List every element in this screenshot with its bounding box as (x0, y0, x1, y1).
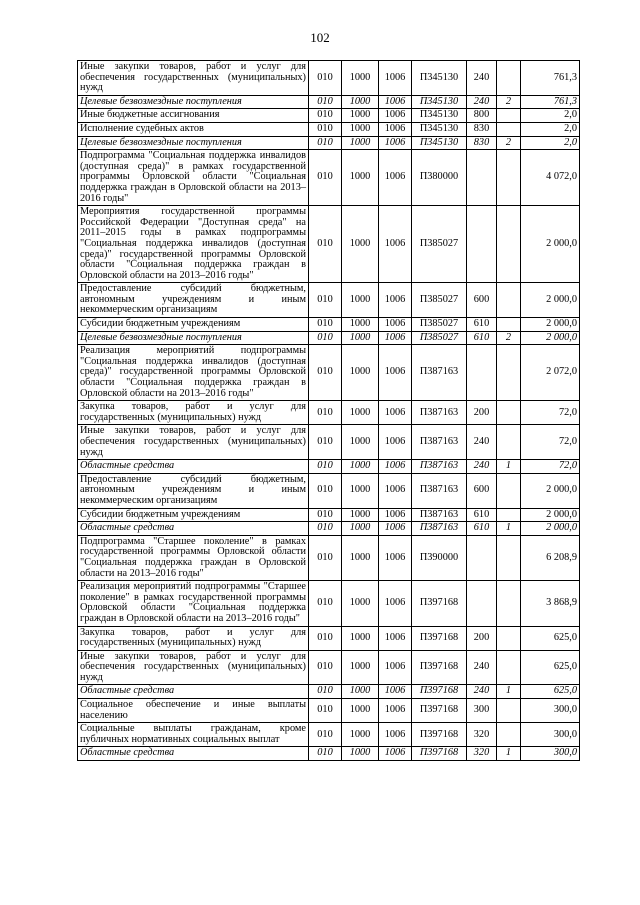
section-code: 1000 (342, 425, 379, 460)
target-article-code: П390000 (412, 535, 467, 580)
target-article-code: П345130 (412, 61, 467, 96)
section-code: 1000 (342, 460, 379, 474)
funding-source-code (497, 122, 521, 136)
table-row (78, 460, 580, 474)
funding-source-code: 1 (497, 460, 521, 474)
section-code: 1000 (342, 318, 379, 332)
ministry-code: 010 (309, 685, 342, 699)
ministry-code: 010 (309, 425, 342, 460)
target-article-code: П345130 (412, 109, 467, 123)
funding-source-code (497, 61, 521, 96)
row-name: Реализация мероприятий подпрограммы "Старшее поколение" в рамках государственной программы Орловской области "Социальная поддержка граждан в Орловской области на 2013–2016 годы" (78, 581, 309, 626)
expense-type-code: 320 (467, 723, 497, 747)
subsection-code: 1006 (379, 535, 412, 580)
row-name: Мероприятия государственной программы Российской Федерации "Доступная среда" на 2011–2015 годы в рамках подпрограммы "Социальная поддержка инвалидов (доступная среда)" государственной программы Орловской области "Социальная поддержка граждан в Орловской области на 2013–2016 годы" (78, 206, 309, 283)
subsection-code: 1006 (379, 109, 412, 123)
ministry-code: 010 (309, 581, 342, 626)
subsection-code: 1006 (379, 685, 412, 699)
amount: 2,0 (521, 109, 580, 123)
target-article-code: П397168 (412, 699, 467, 723)
funding-source-code (497, 401, 521, 425)
subsection-code: 1006 (379, 460, 412, 474)
page-number: 102 (310, 30, 330, 45)
subsection-code: 1006 (379, 318, 412, 332)
section-code: 1000 (342, 345, 379, 401)
section-code: 1000 (342, 95, 379, 109)
subsection-code: 1006 (379, 136, 412, 150)
amount: 300,0 (521, 699, 580, 723)
subsection-code: 1006 (379, 345, 412, 401)
row-name: Областные средства (78, 747, 309, 761)
subsection-code: 1006 (379, 425, 412, 460)
table-row (78, 581, 580, 626)
expense-type-code: 830 (467, 122, 497, 136)
expense-type-code: 600 (467, 473, 497, 508)
amount: 2 000,0 (521, 331, 580, 345)
row-name: Социальные выплаты гражданам, кроме публичных нормативных социальных выплат (78, 723, 309, 747)
table-row (78, 331, 580, 345)
target-article-code: П387163 (412, 508, 467, 522)
target-article-code: П387163 (412, 473, 467, 508)
amount: 3 868,9 (521, 581, 580, 626)
subsection-code: 1006 (379, 473, 412, 508)
table-row (78, 206, 580, 283)
ministry-code: 010 (309, 109, 342, 123)
subsection-code: 1006 (379, 699, 412, 723)
expense-type-code: 240 (467, 685, 497, 699)
ministry-code: 010 (309, 508, 342, 522)
ministry-code: 010 (309, 473, 342, 508)
funding-source-code: 2 (497, 136, 521, 150)
table-row (78, 626, 580, 650)
ministry-code: 010 (309, 150, 342, 206)
target-article-code: П385027 (412, 331, 467, 345)
row-name: Целевые безвозмездные поступления (78, 136, 309, 150)
ministry-code: 010 (309, 136, 342, 150)
section-code: 1000 (342, 747, 379, 761)
table-body (78, 61, 580, 761)
section-code: 1000 (342, 401, 379, 425)
row-name: Исполнение судебных актов (78, 122, 309, 136)
expense-type-code: 300 (467, 699, 497, 723)
table-row (78, 699, 580, 723)
amount: 2 072,0 (521, 345, 580, 401)
amount: 2,0 (521, 122, 580, 136)
section-code: 1000 (342, 723, 379, 747)
table-row (78, 95, 580, 109)
subsection-code: 1006 (379, 283, 412, 318)
ministry-code: 010 (309, 626, 342, 650)
table-row (78, 122, 580, 136)
amount: 625,0 (521, 626, 580, 650)
table-row (78, 61, 580, 96)
funding-source-code: 2 (497, 331, 521, 345)
row-name: Целевые безвозмездные поступления (78, 331, 309, 345)
row-name: Областные средства (78, 522, 309, 536)
target-article-code: П397168 (412, 747, 467, 761)
section-code: 1000 (342, 150, 379, 206)
row-name: Иные закупки товаров, работ и услуг для обеспечения государственных (муниципальных) нужд (78, 650, 309, 685)
expense-type-code: 240 (467, 61, 497, 96)
expense-type-code: 200 (467, 626, 497, 650)
amount: 4 072,0 (521, 150, 580, 206)
table-row (78, 473, 580, 508)
row-name: Субсидии бюджетным учреждениям (78, 318, 309, 332)
expense-type-code (467, 206, 497, 283)
row-name: Реализация мероприятий подпрограммы "Социальная поддержка инвалидов (доступная среда)" государственной программы Орловской области "Социальная поддержка граждан в Орловской области на 2013–2016 годы" (78, 345, 309, 401)
ministry-code: 010 (309, 460, 342, 474)
funding-source-code (497, 508, 521, 522)
section-code: 1000 (342, 581, 379, 626)
section-code: 1000 (342, 650, 379, 685)
amount: 2,0 (521, 136, 580, 150)
target-article-code: П380000 (412, 150, 467, 206)
expense-type-code: 800 (467, 109, 497, 123)
row-name: Целевые безвозмездные поступления (78, 95, 309, 109)
table-row (78, 401, 580, 425)
expense-type-code: 830 (467, 136, 497, 150)
funding-source-code (497, 345, 521, 401)
subsection-code: 1006 (379, 401, 412, 425)
amount: 72,0 (521, 460, 580, 474)
funding-source-code: 1 (497, 747, 521, 761)
section-code: 1000 (342, 109, 379, 123)
amount: 2 000,0 (521, 522, 580, 536)
ministry-code: 010 (309, 345, 342, 401)
subsection-code: 1006 (379, 723, 412, 747)
section-code: 1000 (342, 136, 379, 150)
table-row (78, 650, 580, 685)
expense-type-code: 240 (467, 460, 497, 474)
table-row (78, 535, 580, 580)
row-name: Подпрограмма "Старшее поколение" в рамках государственной программы Орловской области "Социальная поддержка граждан в Орловской области на 2013–2016 годы" (78, 535, 309, 580)
expense-type-code (467, 581, 497, 626)
row-name: Подпрограмма "Социальная поддержка инвалидов (доступная среда)" в рамках государственной программы Орловской области "Социальная поддержка граждан в Орловской области на 2013–2016 годы" (78, 150, 309, 206)
amount: 761,3 (521, 95, 580, 109)
funding-source-code (497, 150, 521, 206)
table-row (78, 508, 580, 522)
subsection-code: 1006 (379, 206, 412, 283)
expense-type-code (467, 345, 497, 401)
table-row (78, 747, 580, 761)
ministry-code: 010 (309, 122, 342, 136)
amount: 2 000,0 (521, 206, 580, 283)
ministry-code: 010 (309, 206, 342, 283)
section-code: 1000 (342, 61, 379, 96)
ministry-code: 010 (309, 318, 342, 332)
amount: 300,0 (521, 747, 580, 761)
ministry-code: 010 (309, 61, 342, 96)
expense-type-code: 610 (467, 522, 497, 536)
amount: 2 000,0 (521, 473, 580, 508)
amount: 2 000,0 (521, 318, 580, 332)
row-name: Иные бюджетные ассигнования (78, 109, 309, 123)
subsection-code: 1006 (379, 747, 412, 761)
subsection-code: 1006 (379, 581, 412, 626)
section-code: 1000 (342, 699, 379, 723)
expense-type-code: 600 (467, 283, 497, 318)
budget-table (77, 60, 580, 761)
ministry-code: 010 (309, 283, 342, 318)
target-article-code: П397168 (412, 723, 467, 747)
funding-source-code (497, 699, 521, 723)
subsection-code: 1006 (379, 331, 412, 345)
section-code: 1000 (342, 522, 379, 536)
row-name: Иные закупки товаров, работ и услуг для обеспечения государственных (муниципальных) нужд (78, 425, 309, 460)
funding-source-code (497, 206, 521, 283)
funding-source-code: 1 (497, 522, 521, 536)
section-code: 1000 (342, 331, 379, 345)
ministry-code: 010 (309, 650, 342, 685)
amount: 72,0 (521, 401, 580, 425)
funding-source-code (497, 626, 521, 650)
expense-type-code: 320 (467, 747, 497, 761)
ministry-code: 010 (309, 522, 342, 536)
funding-source-code (497, 283, 521, 318)
section-code: 1000 (342, 535, 379, 580)
table-row (78, 723, 580, 747)
subsection-code: 1006 (379, 150, 412, 206)
ministry-code: 010 (309, 699, 342, 723)
funding-source-code (497, 109, 521, 123)
section-code: 1000 (342, 685, 379, 699)
target-article-code: П387163 (412, 460, 467, 474)
target-article-code: П345130 (412, 95, 467, 109)
target-article-code: П397168 (412, 581, 467, 626)
target-article-code: П387163 (412, 425, 467, 460)
funding-source-code (497, 581, 521, 626)
expense-type-code: 610 (467, 318, 497, 332)
ministry-code: 010 (309, 535, 342, 580)
amount: 625,0 (521, 650, 580, 685)
table-row (78, 425, 580, 460)
table-row (78, 283, 580, 318)
table-row (78, 318, 580, 332)
subsection-code: 1006 (379, 61, 412, 96)
ministry-code: 010 (309, 401, 342, 425)
expense-type-code: 610 (467, 331, 497, 345)
funding-source-code (497, 473, 521, 508)
amount: 72,0 (521, 425, 580, 460)
row-name: Субсидии бюджетным учреждениям (78, 508, 309, 522)
ministry-code: 010 (309, 747, 342, 761)
row-name: Областные средства (78, 685, 309, 699)
amount: 2 000,0 (521, 283, 580, 318)
table-row (78, 136, 580, 150)
target-article-code: П385027 (412, 283, 467, 318)
table-row (78, 109, 580, 123)
target-article-code: П387163 (412, 345, 467, 401)
funding-source-code (497, 425, 521, 460)
subsection-code: 1006 (379, 508, 412, 522)
target-article-code: П397168 (412, 626, 467, 650)
target-article-code: П345130 (412, 136, 467, 150)
row-name: Закупка товаров, работ и услуг для государственных (муниципальных) нужд (78, 626, 309, 650)
funding-source-code: 2 (497, 95, 521, 109)
ministry-code: 010 (309, 723, 342, 747)
expense-type-code: 240 (467, 95, 497, 109)
expense-type-code: 200 (467, 401, 497, 425)
expense-type-code: 610 (467, 508, 497, 522)
expense-type-code: 240 (467, 425, 497, 460)
subsection-code: 1006 (379, 122, 412, 136)
ministry-code: 010 (309, 331, 342, 345)
ministry-code: 010 (309, 95, 342, 109)
amount: 300,0 (521, 723, 580, 747)
subsection-code: 1006 (379, 95, 412, 109)
funding-source-code: 1 (497, 685, 521, 699)
target-article-code: П397168 (412, 685, 467, 699)
section-code: 1000 (342, 473, 379, 508)
section-code: 1000 (342, 206, 379, 283)
target-article-code: П387163 (412, 522, 467, 536)
table-row (78, 345, 580, 401)
target-article-code: П345130 (412, 122, 467, 136)
row-name: Социальное обеспечение и иные выплаты населению (78, 699, 309, 723)
target-article-code: П397168 (412, 650, 467, 685)
section-code: 1000 (342, 626, 379, 650)
table-row (78, 522, 580, 536)
funding-source-code (497, 650, 521, 685)
table-row (78, 150, 580, 206)
section-code: 1000 (342, 508, 379, 522)
amount: 761,3 (521, 61, 580, 96)
row-name: Областные средства (78, 460, 309, 474)
subsection-code: 1006 (379, 626, 412, 650)
amount: 625,0 (521, 685, 580, 699)
subsection-code: 1006 (379, 650, 412, 685)
expense-type-code (467, 150, 497, 206)
amount: 6 208,9 (521, 535, 580, 580)
row-name: Предоставление субсидий бюджетным, автономным учреждениям и иным некоммерческим организациям (78, 473, 309, 508)
row-name: Предоставление субсидий бюджетным, автономным учреждениям и иным некоммерческим организациям (78, 283, 309, 318)
expense-type-code: 240 (467, 650, 497, 685)
expense-type-code (467, 535, 497, 580)
row-name: Иные закупки товаров, работ и услуг для обеспечения государственных (муниципальных) нужд (78, 61, 309, 96)
target-article-code: П387163 (412, 401, 467, 425)
amount: 2 000,0 (521, 508, 580, 522)
funding-source-code (497, 535, 521, 580)
funding-source-code (497, 318, 521, 332)
row-name: Закупка товаров, работ и услуг для государственных (муниципальных) нужд (78, 401, 309, 425)
funding-source-code (497, 723, 521, 747)
subsection-code: 1006 (379, 522, 412, 536)
target-article-code: П385027 (412, 206, 467, 283)
section-code: 1000 (342, 283, 379, 318)
target-article-code: П385027 (412, 318, 467, 332)
table-row (78, 685, 580, 699)
section-code: 1000 (342, 122, 379, 136)
